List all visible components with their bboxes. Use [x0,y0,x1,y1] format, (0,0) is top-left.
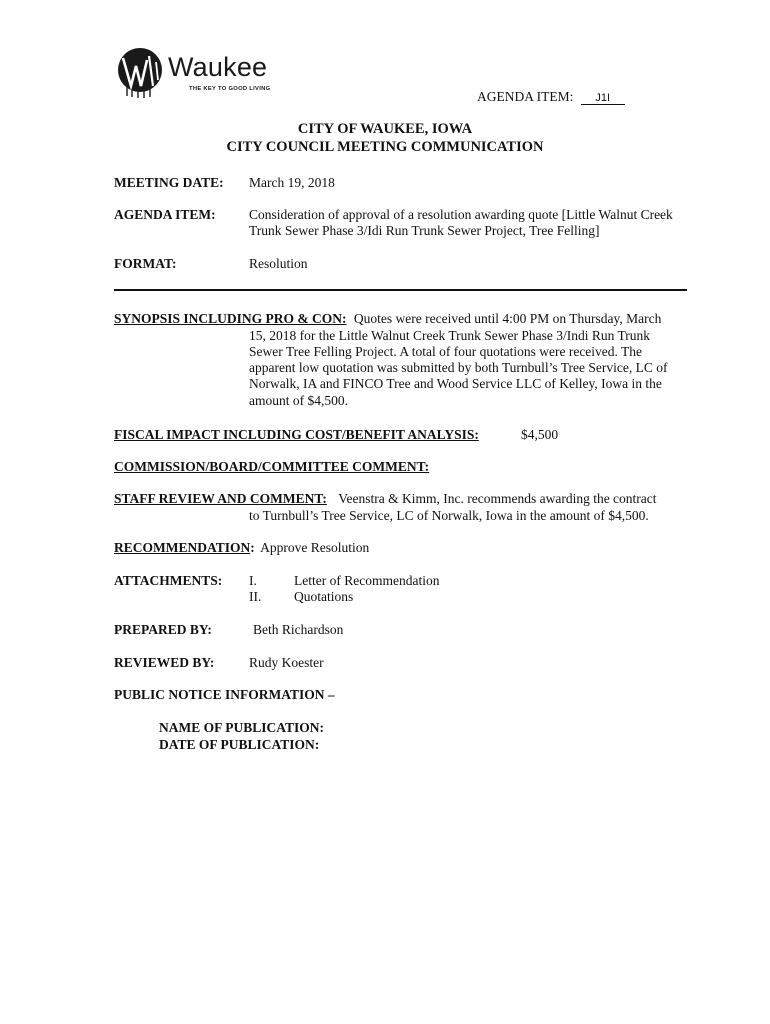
logo-wordmark: Waukee [168,52,268,82]
waukee-logo [116,46,286,98]
staff-review-line-1: Veenstra & Kimm, Inc. recommends awarding the contract [338,491,657,506]
fiscal-impact-value: $4,500 [521,427,559,442]
synopsis-line-1: Quotes were received until 4:00 PM on Thursday, March [353,311,662,326]
prepared-by-value: Beth Richardson [253,622,344,637]
publication-name-label: NAME OF PUBLICATION: [159,720,324,735]
agenda-item-label: AGENDA ITEM: [114,207,216,222]
reviewed-by-value: Rudy Koester [249,655,324,670]
synopsis-line-5: Norwalk, IA and FINCO Tree and Wood Service LLC of Kelley, Iowa in the [249,376,662,391]
synopsis-line-3: Sewer Tree Felling Project. A total of four quotations were received. The [249,344,643,359]
staff-review-line-2: to Turnbull’s Tree Service, LC of Norwalk, Iowa in the amount of $4,500. [249,508,649,523]
publication-date-label: DATE OF PUBLICATION: [159,737,320,752]
fiscal-impact-label [114,427,479,443]
synopsis-label: SYNOPSIS INCLUDING PRO & CON: [114,311,347,326]
agenda-item-line-1: Consideration of approval of a resolution awarding quote [Little Walnut Creek [249,207,673,222]
page-title-communication: CITY COUNCIL MEETING COMMUNICATION [226,139,544,155]
logo-tagline: THE KEY TO GOOD LIVING [189,86,271,92]
format-label: FORMAT: [114,256,177,271]
attachment-2-text: Quotations [294,589,354,604]
attachments-label: ATTACHMENTS: [114,573,223,588]
waukee-globe-icon [116,46,166,98]
attachment-2-number: II. [249,589,262,604]
agenda-item-header-value: J1I [581,92,625,105]
synopsis-first-line [114,311,661,327]
section-divider [114,289,687,291]
synopsis-line-2: 15, 2018 for the Little Walnut Creek Trunk Sewer Phase 3/Indi Run Trunk [249,328,651,343]
recommendation-row [114,540,369,556]
prepared-by-label: PREPARED BY: [114,622,212,637]
commission-comment-label [114,459,429,475]
staff-review-label: STAFF REVIEW AND COMMENT: [114,491,327,506]
recommendation-value: Approve Resolution [260,540,370,555]
reviewed-by-label: REVIEWED BY: [114,655,215,670]
synopsis-line-4: apparent low quotation was submitted by both Turnbull’s Tree Service, LC of [249,360,668,375]
attachment-1-text: Letter of Recommendation [294,573,440,588]
agenda-item-header [477,89,625,105]
agenda-item-header-label: AGENDA ITEM: [477,89,574,104]
meeting-date-label: MEETING DATE: [114,175,224,190]
staff-review-first-line [114,491,657,507]
recommendation-label: RECOMMENDATION [114,540,251,555]
synopsis-line-6: amount of $4,500. [249,393,348,408]
page-title-city: CITY OF WAUKEE, IOWA [297,121,473,137]
public-notice-label: PUBLIC NOTICE INFORMATION – [114,687,335,702]
agenda-item-line-2: Trunk Sewer Phase 3/Idi Run Trunk Sewer Project, Tree Felling] [249,223,600,238]
format-value: Resolution [249,256,308,271]
attachment-1-number: I. [249,573,257,588]
fiscal-impact-label-text: FISCAL IMPACT INCLUDING COST/BENEFIT ANALYSIS: [114,427,479,442]
meeting-date-value: March 19, 2018 [249,175,335,190]
commission-comment-label-text: COMMISSION/BOARD/COMMITTEE COMMENT: [114,459,430,474]
recommendation-colon: : [250,540,255,555]
